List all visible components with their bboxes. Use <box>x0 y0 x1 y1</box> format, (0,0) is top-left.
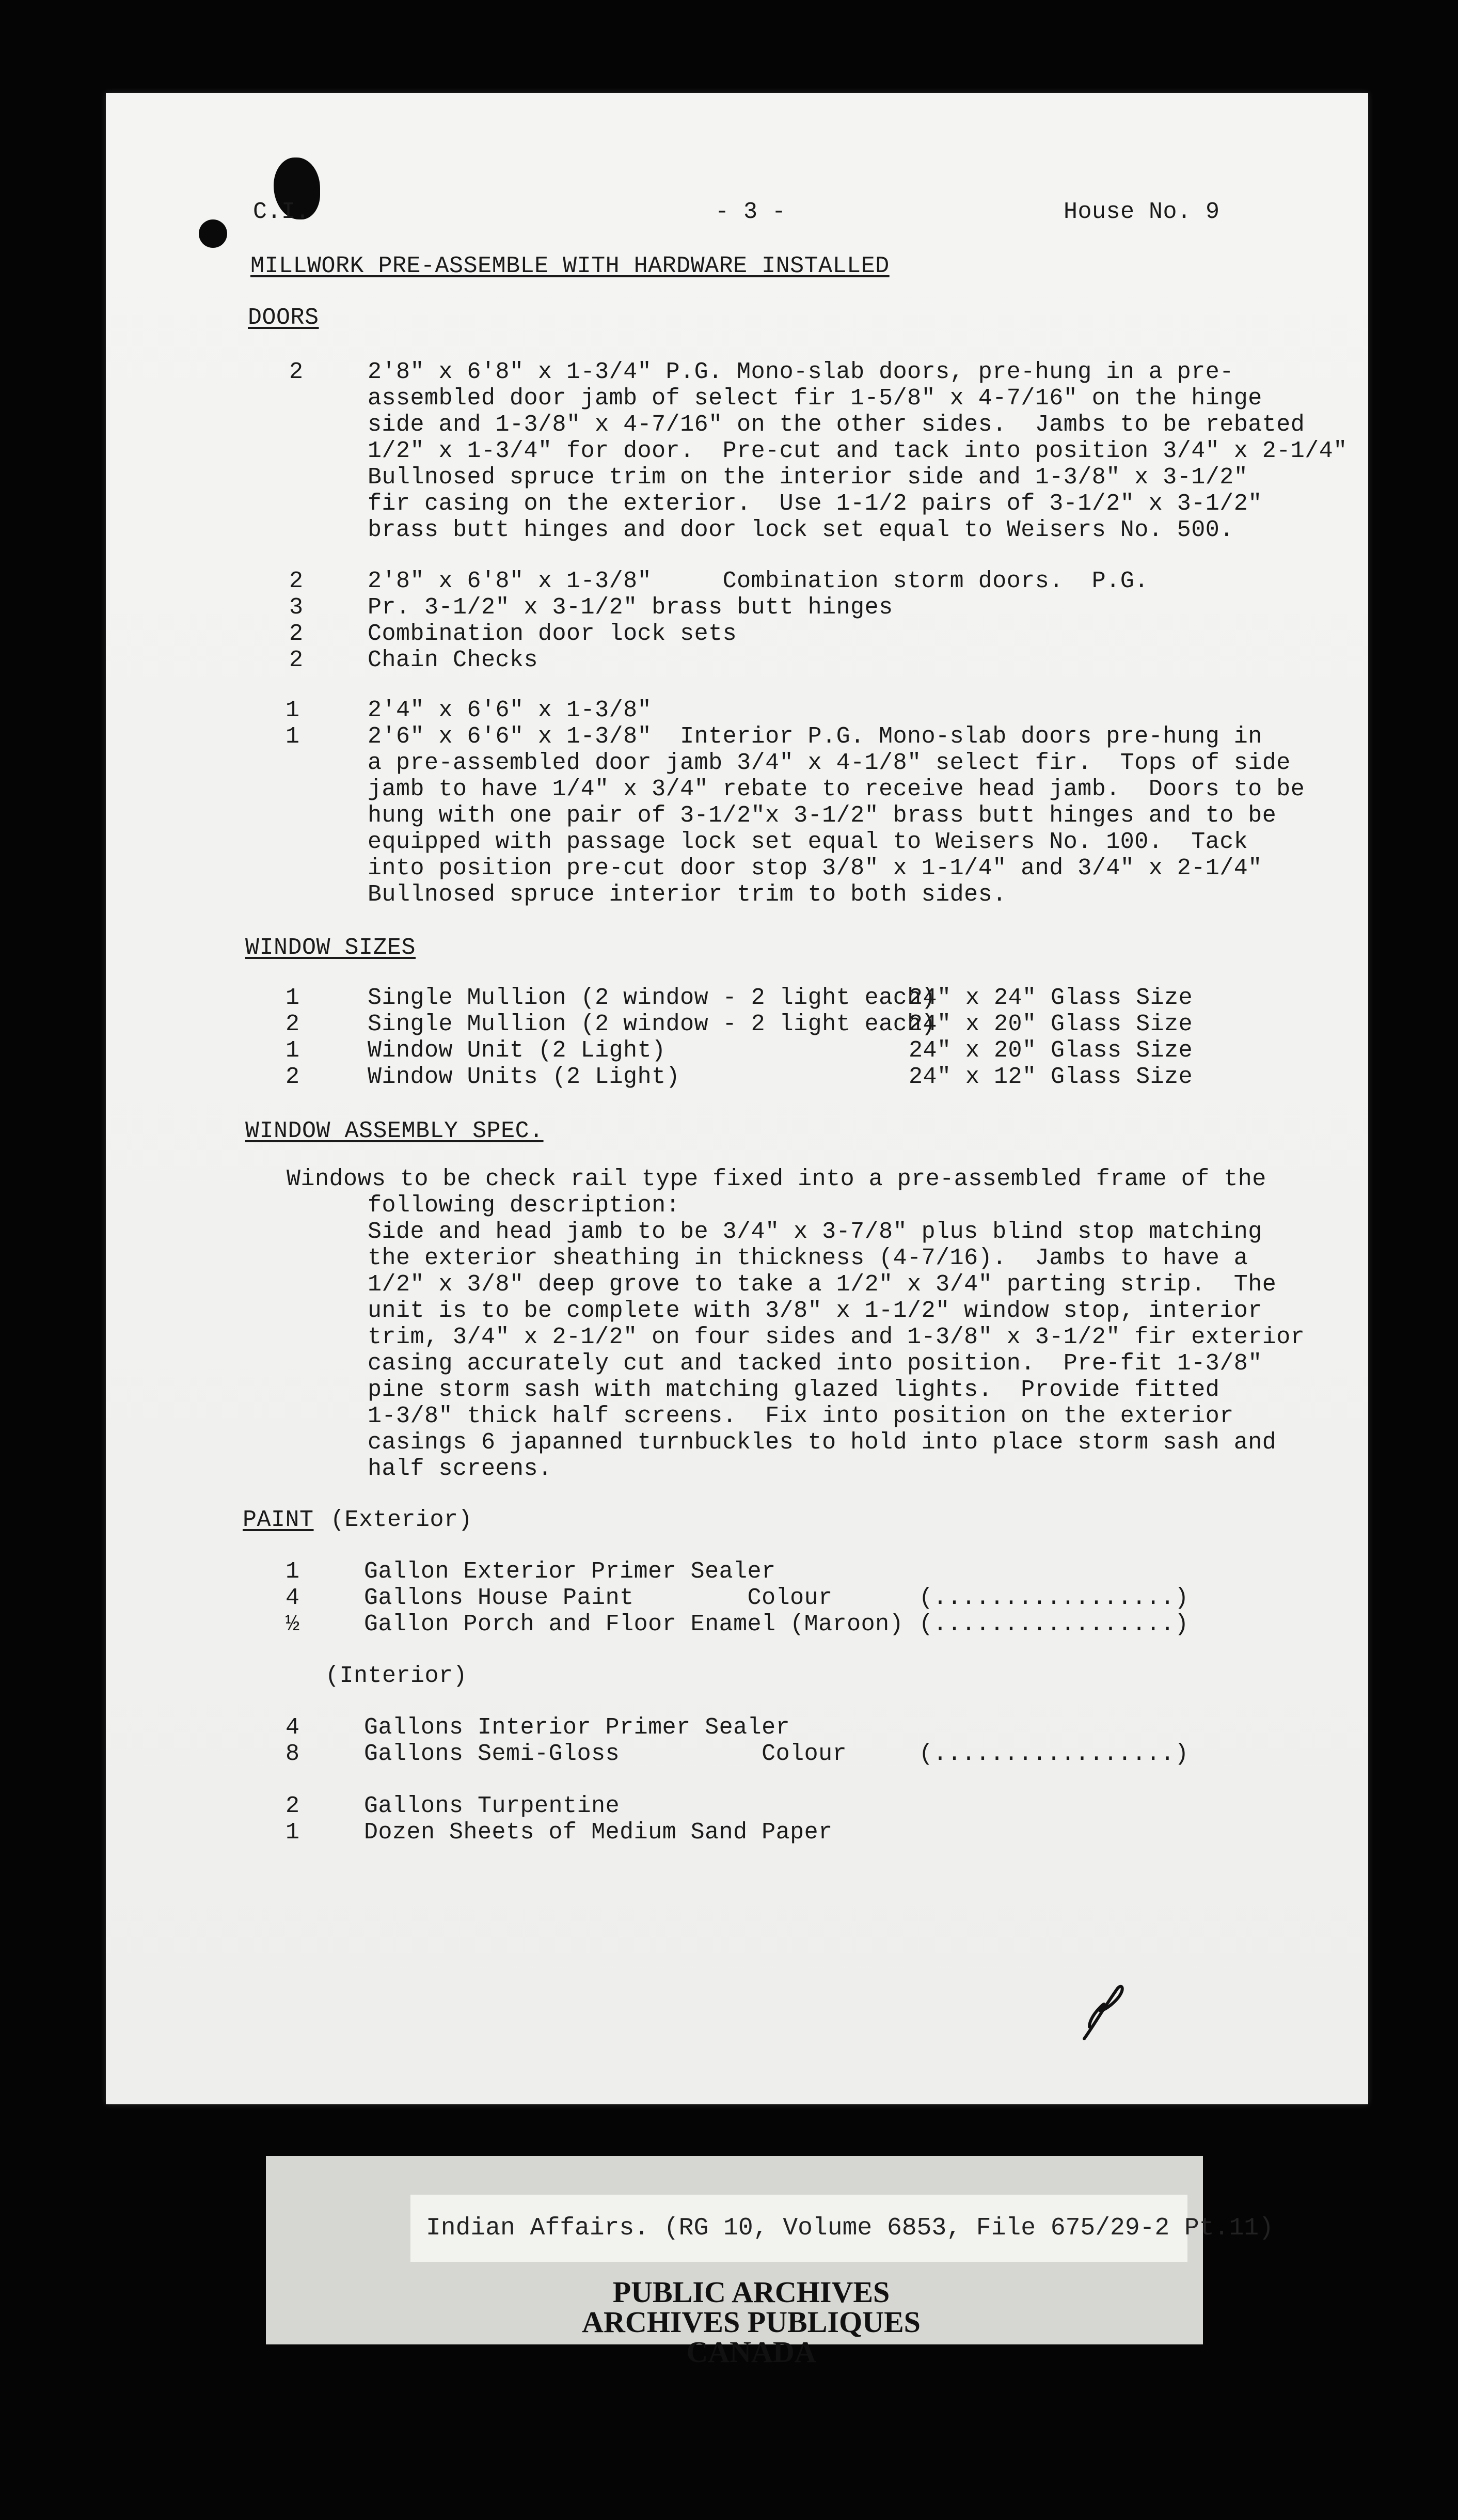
archive-line: CANADA <box>686 2335 816 2369</box>
spec-line: Windows to be check rail type fixed into a pre-assembled frame of the <box>287 1166 1266 1192</box>
paint-item: Dozen Sheets of Medium Sand Paper <box>364 1819 833 1846</box>
archive-line: PUBLIC ARCHIVES <box>612 2275 890 2309</box>
table-size: 24" x 24" Glass Size <box>909 985 1193 1011</box>
spec-line: 1-3/8" thick half screens. Fix into position on the exterior <box>368 1403 1234 1429</box>
table-size: 24" x 20" Glass Size <box>909 1037 1193 1064</box>
table-qty: 2 <box>286 1011 300 1037</box>
item-qty: 2 <box>289 568 304 594</box>
paint-qty: 8 <box>286 1741 300 1767</box>
spec-line: following description: <box>368 1192 680 1219</box>
table-qty: 1 <box>286 1037 300 1064</box>
table-desc: Window Units (2 Light) <box>368 1064 680 1090</box>
paint-qty: 4 <box>286 1714 300 1741</box>
archive-reference-strip <box>410 2195 1274 2262</box>
colour-blank: (.................) <box>919 1611 1189 1637</box>
item-line: hung with one pair of 3-1/2"x 3-1/2" brass butt hinges and to be <box>368 802 1277 829</box>
spec-line: pine storm sash with matching glazed lights. Provide fitted <box>368 1377 1220 1403</box>
item-line: into position pre-cut door stop 3/8" x 1-1/4" and 3/4" x 2-1/4" <box>368 855 1262 881</box>
table-qty: 2 <box>286 1064 300 1090</box>
section-heading-window-sizes: WINDOW SIZES <box>245 935 416 961</box>
item-line: Chain Checks <box>368 647 538 673</box>
paint-item: Gallons Semi-Gloss Colour <box>364 1741 847 1767</box>
item-line: assembled door jamb of select fir 1-5/8" x 4-7/16" on the hinge <box>368 385 1262 412</box>
item-line: equipped with passage lock set equal to Weisers No. 100. Tack <box>368 829 1248 855</box>
table-qty: 1 <box>286 985 300 1011</box>
item-line: Bullnosed spruce trim on the interior side and 1-3/8" x 3-1/2" <box>368 464 1248 491</box>
paint-item: Gallons House Paint Colour <box>364 1585 833 1611</box>
item-line: Bullnosed spruce interior trim to both sides. <box>368 881 1007 908</box>
section-heading-paint: PAINT <box>243 1507 314 1533</box>
page-title: MILLWORK PRE-ASSEMBLE WITH HARDWARE INSTALLED <box>250 253 890 279</box>
item-line: brass butt hinges and door lock set equal to Weisers No. 500. <box>368 517 1234 543</box>
item-line: fir casing on the exterior. Use 1-1/2 pairs of 3-1/2" x 3-1/2" <box>368 491 1262 517</box>
item-qty: 2 <box>289 621 304 647</box>
paint-qty: 2 <box>286 1793 300 1819</box>
item-line: 2'4" x 6'6" x 1-3/8" <box>368 697 652 723</box>
paint-item: Gallon Exterior Primer Sealer <box>364 1558 776 1585</box>
table-size: 24" x 12" Glass Size <box>909 1064 1193 1090</box>
item-line: jamb to have 1/4" x 3/4" rebate to receive head jamb. Doors to be <box>368 776 1305 802</box>
table-desc: Window Unit (2 Light) <box>368 1037 666 1064</box>
archive-line: ARCHIVES PUBLIQUES <box>582 2305 921 2339</box>
table-desc: Single Mullion (2 window - 2 light each) <box>368 985 936 1011</box>
spec-line: unit is to be complete with 3/8" x 1-1/2" window stop, interior <box>368 1298 1262 1324</box>
item-qty: 1 <box>286 697 300 723</box>
colour-blank: (.................) <box>919 1741 1189 1767</box>
paint-qty: ½ <box>286 1611 300 1637</box>
spec-line: Side and head jamb to be 3/4" x 3-7/8" plus blind stop matching <box>368 1219 1262 1245</box>
archive-stamp <box>454 2277 1048 2367</box>
item-line: 2'8" x 6'8" x 1-3/4" P.G. Mono-slab doors, pre-hung in a pre- <box>368 359 1234 385</box>
item-qty: 2 <box>289 359 304 385</box>
table-desc: Single Mullion (2 window - 2 light each) <box>368 1011 936 1037</box>
item-line: 2'6" x 6'6" x 1-3/8" Interior P.G. Mono-slab doors pre-hung in <box>368 723 1262 750</box>
table-size: 24" x 20" Glass Size <box>909 1011 1193 1037</box>
header-left: C.I. <box>253 199 310 225</box>
item-line: side and 1-3/8" x 4-7/16" on the other sides. Jambs to be rebated <box>368 412 1305 438</box>
colour-blank: (.................) <box>919 1585 1189 1611</box>
handwritten-initial <box>1074 1978 1131 2045</box>
spec-line: casings 6 japanned turnbuckles to hold into place storm sash and <box>368 1429 1277 1456</box>
paint-interior-label: (Interior) <box>325 1663 468 1689</box>
item-line: a pre-assembled door jamb 3/4" x 4-1/8" select fir. Tops of side <box>368 750 1291 776</box>
ink-blot <box>199 219 227 248</box>
paint-qty: 1 <box>286 1558 300 1585</box>
paint-item: Gallon Porch and Floor Enamel (Maroon) <box>364 1611 904 1637</box>
section-heading-window-spec: WINDOW ASSEMBLY SPEC. <box>245 1118 544 1144</box>
spec-line: half screens. <box>368 1456 552 1482</box>
page-number: - 3 - <box>715 199 786 225</box>
paint-exterior-label: (Exterior) <box>330 1507 473 1533</box>
item-line: Pr. 3-1/2" x 3-1/2" brass butt hinges <box>368 594 893 621</box>
paint-qty: 4 <box>286 1585 300 1611</box>
paint-qty: 1 <box>286 1819 300 1846</box>
item-qty: 1 <box>286 723 300 750</box>
paint-item: Gallons Interior Primer Sealer <box>364 1714 790 1741</box>
item-line: 1/2" x 1-3/4" for door. Pre-cut and tack into position 3/4" x 2-1/4" <box>368 438 1348 464</box>
spec-line: 1/2" x 3/8" deep grove to take a 1/2" x 3/4" parting strip. The <box>368 1271 1277 1298</box>
house-number: House No. 9 <box>1064 199 1220 225</box>
item-line: Combination door lock sets <box>368 621 737 647</box>
spec-line: casing accurately cut and tacked into position. Pre-fit 1-3/8" <box>368 1350 1262 1377</box>
section-heading-doors: DOORS <box>248 305 319 331</box>
spec-line: trim, 3/4" x 2-1/2" on four sides and 1-3/8" x 3-1/2" fir exterior <box>368 1324 1305 1350</box>
archive-reference: Indian Affairs. (RG 10, Volume 6853, File 675/29-2 Pt.11) <box>426 2214 1274 2242</box>
item-qty: 2 <box>289 647 304 673</box>
spec-line: the exterior sheathing in thickness (4-7/16). Jambs to have a <box>368 1245 1248 1271</box>
item-qty: 3 <box>289 594 304 621</box>
item-line: 2'8" x 6'8" x 1-3/8" Combination storm doors. P.G. <box>368 568 1149 594</box>
paint-item: Gallons Turpentine <box>364 1793 620 1819</box>
